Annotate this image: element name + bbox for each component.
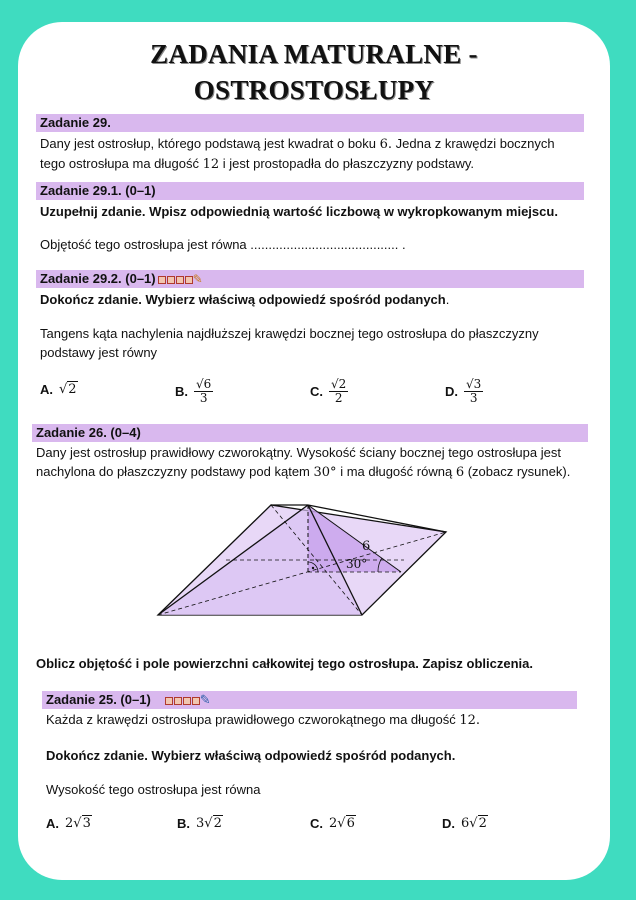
task-25-text: Każda z krawędzi ostrosłupa prawidłowego czworokątnego ma długość 12.	[46, 712, 481, 728]
z25-option-d[interactable]: D. 6√2	[442, 816, 487, 831]
page-title	[18, 36, 610, 108]
task-25-header: Zadanie 25. (0–1) ✎	[42, 691, 577, 709]
option-d[interactable]: D. $\frac{√3}{3}$	[445, 377, 482, 405]
task-26-instruction: Oblicz objętość i pole powierzchni całkowitej tego ostrosłupa. Zapisz obliczenia.	[36, 656, 533, 671]
task-29-text: Dany jest ostrosłup, którego podstawą jest kwadrat o boku 6. Jedna z krawędzi bocznych tego ostrosłupa ma długość 12 i jest prostopadła do płaszczyzny podstawy.	[40, 136, 555, 172]
task-29-1-header: Zadanie 29.1. (0–1)	[36, 182, 584, 200]
task-29-1-statement: Objętość tego ostrosłupa jest równa ......................................... .	[40, 237, 406, 252]
task-25-instruction: Dokończ zdanie. Wybierz właściwą odpowiedź spośród podanych.	[46, 748, 456, 763]
task-26-text: Dany jest ostrosłup prawidłowy czworokątny. Wysokość ściany bocznej tego ostrosłupa jest nachylona do płaszczyzny podstawy pod kątem 30° i ma długość równą 6 (zobacz rysunek).	[36, 445, 571, 480]
worksheet-card	[18, 22, 610, 880]
z25-option-b[interactable]: B. 3√2	[177, 816, 222, 831]
task-26-header: Zadanie 26. (0–4)	[32, 424, 588, 442]
z25-option-c[interactable]: C. 2√6	[310, 816, 355, 831]
score-boxes-icon	[165, 697, 200, 705]
task-25-statement: Wysokość tego ostrosłupa jest równa	[46, 782, 261, 797]
title-line-2: OSTROSTOSŁUPY	[193, 75, 435, 105]
task-29-header: Zadanie 29.	[36, 114, 584, 132]
score-boxes-icon	[158, 276, 193, 284]
task-29-2-instruction: Dokończ zdanie. Wybierz właściwą odpowiedź spośród podanych.	[40, 292, 450, 307]
option-a[interactable]: A. √2	[40, 382, 77, 397]
pen-icon: ✎	[199, 692, 211, 707]
pyramid-figure	[156, 500, 456, 620]
figure-angle-label: 30°	[346, 557, 368, 571]
title-line-1: ZADANIA MATURALNE -	[150, 39, 478, 69]
task-29-2-header: Zadanie 29.2. (0–1) ✎	[36, 270, 584, 288]
figure-length-label: 6	[362, 539, 371, 554]
option-c[interactable]: C. $\frac{√2}{2}$	[310, 377, 347, 405]
z25-option-a[interactable]: A. 2√3	[46, 816, 91, 831]
task-29-2-question: Tangens kąta nachylenia najdłuższej krawędzi bocznej tego ostrosłupa do płaszczyzny podstawy jest równy	[40, 326, 539, 360]
task-29-1-instruction: Uzupełnij zdanie. Wpisz odpowiednią wartość liczbową w wykropkowanym miejscu.	[40, 204, 558, 219]
option-b[interactable]: B. $\frac{√6}{3}$	[175, 377, 212, 405]
pencil-icon: ✎	[192, 272, 203, 286]
